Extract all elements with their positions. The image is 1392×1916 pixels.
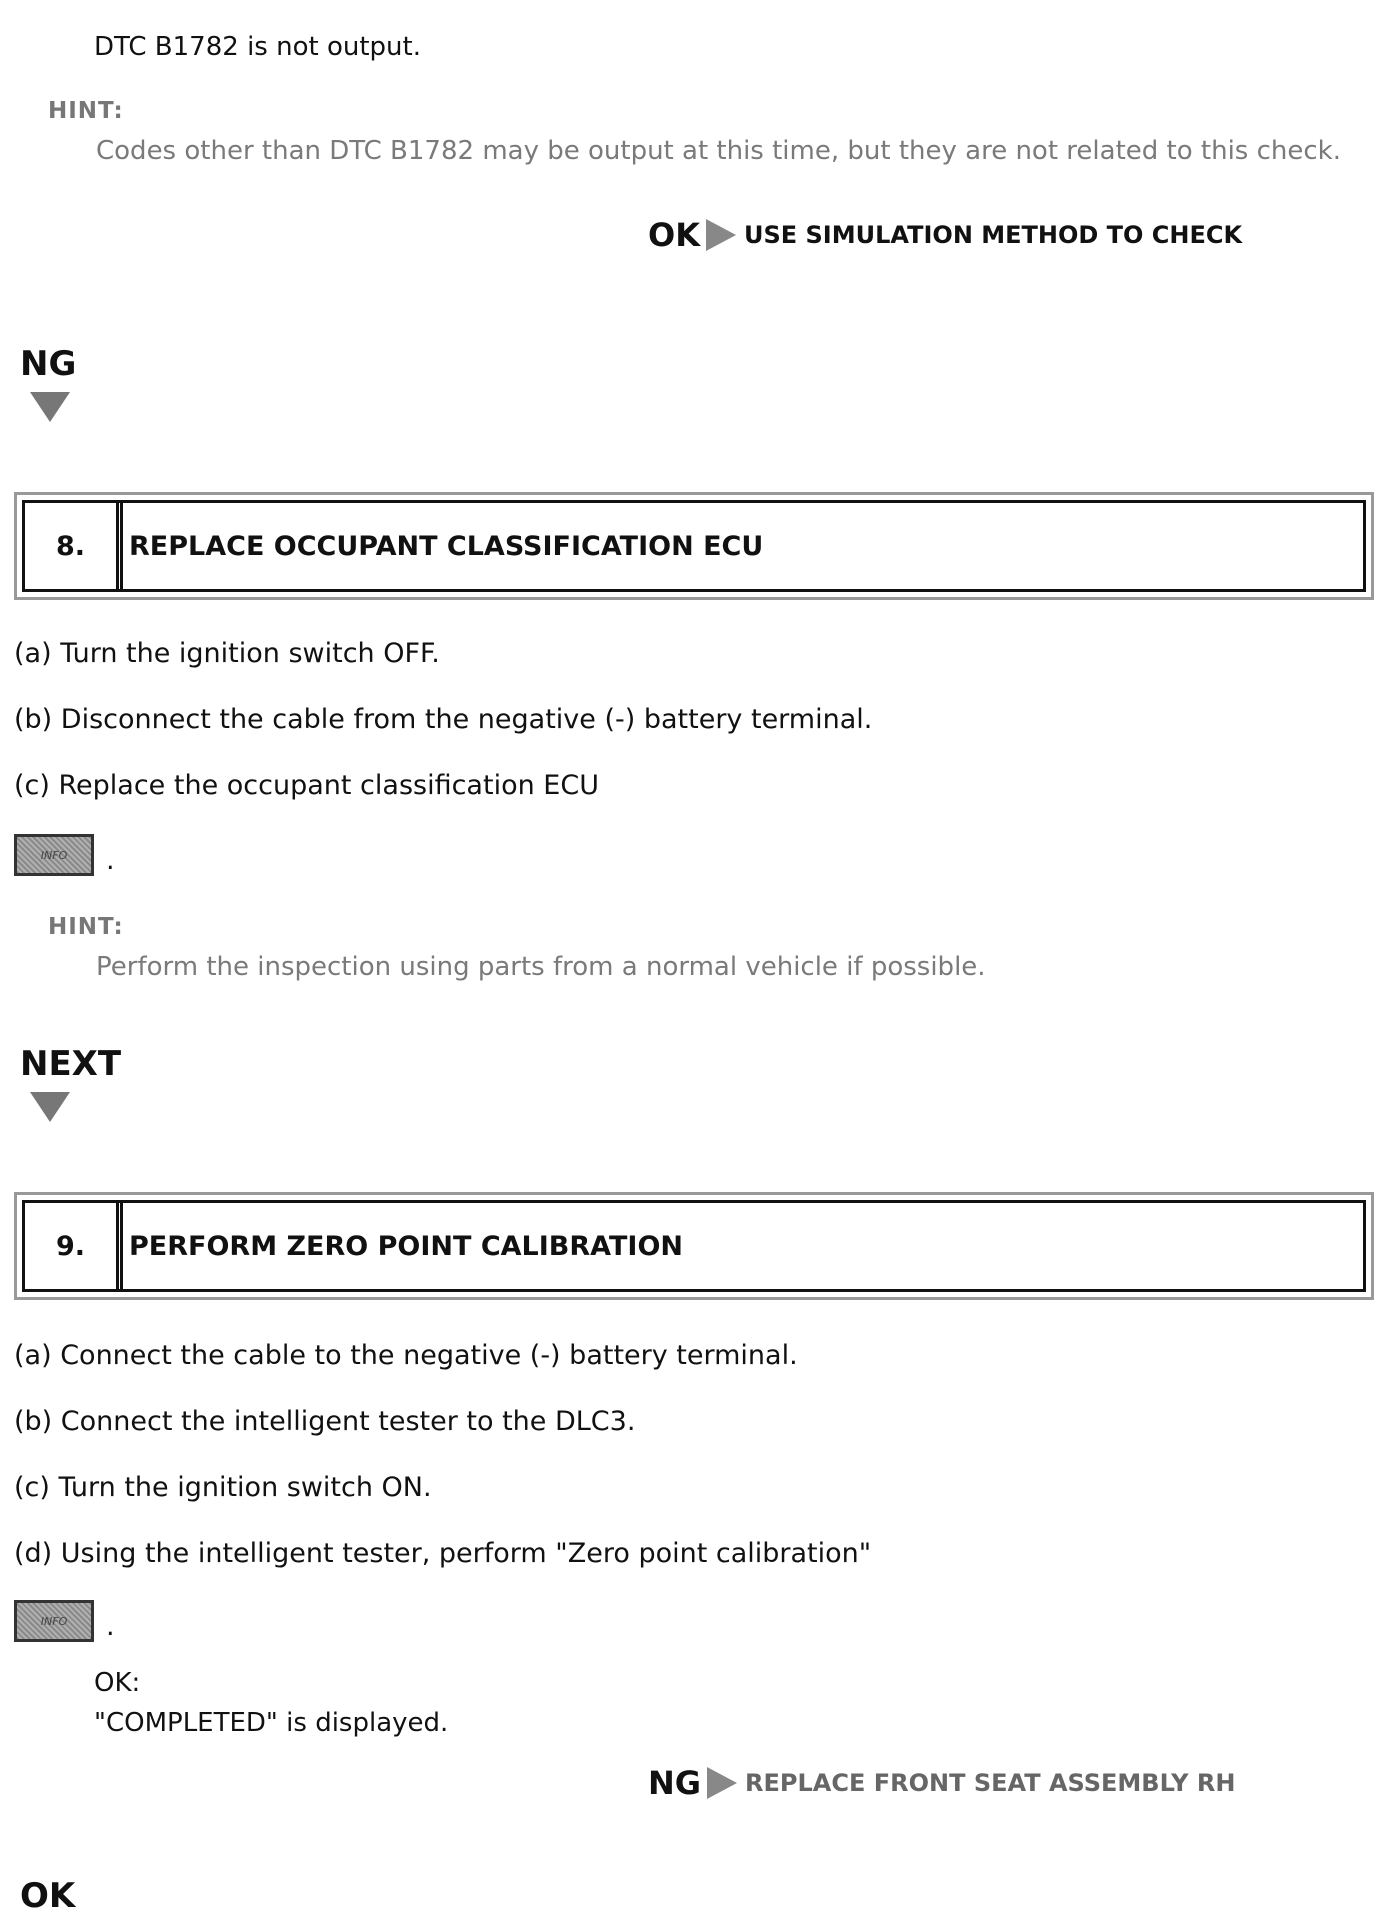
ok-branch[interactable] (648, 216, 1242, 254)
ok-label: OK (20, 1876, 76, 1916)
instruction-item: (c) Turn the ignition switch ON. (14, 1472, 432, 1503)
info-row: INFO . (14, 834, 115, 876)
ng-label: NG (20, 344, 77, 384)
ng-action[interactable]: REPLACE FRONT SEAT ASSEMBLY RH (745, 1769, 1236, 1797)
info-button[interactable]: INFO (14, 1600, 94, 1642)
arrow-down-icon (30, 392, 70, 422)
step-title: REPLACE OCCUPANT CLASSIFICATION ECU (129, 530, 764, 562)
ok-criteria-label: OK: (94, 1668, 141, 1698)
arrow-down-icon (30, 1092, 70, 1122)
instruction-item: (b) Disconnect the cable from the negative (-) battery terminal. (14, 704, 873, 735)
instruction-item: (a) Turn the ignition switch OFF. (14, 638, 440, 669)
instruction-item: (b) Connect the intelligent tester to the DLC3. (14, 1406, 636, 1437)
instruction-item: (c) Replace the occupant classification ECU (14, 770, 599, 801)
info-row: INFO . (14, 1600, 115, 1642)
hint-text: Perform the inspection using parts from a normal vehicle if possible. (96, 952, 986, 982)
ok-label: OK (648, 216, 700, 254)
step-8-header (14, 492, 1374, 600)
ng-branch[interactable] (648, 1764, 1235, 1802)
step-9-header (14, 1192, 1374, 1300)
step-number: 8. (25, 503, 119, 589)
ok-criteria-text: "COMPLETED" is displayed. (94, 1708, 449, 1738)
instruction-item: (a) Connect the cable to the negative (-) battery terminal. (14, 1340, 798, 1371)
step-title: PERFORM ZERO POINT CALIBRATION (129, 1230, 683, 1262)
arrow-right-icon (707, 1767, 737, 1799)
ok-action[interactable]: USE SIMULATION METHOD TO CHECK (744, 221, 1243, 249)
ng-label: NG (648, 1764, 702, 1802)
next-label: NEXT (20, 1044, 122, 1084)
hint-label: HINT: (48, 98, 124, 124)
hint-label: HINT: (48, 914, 124, 940)
arrow-right-icon (706, 219, 736, 251)
instruction-item: (d) Using the intelligent tester, perform "Zero point calibration" (14, 1538, 872, 1569)
info-button[interactable]: INFO (14, 834, 94, 876)
step-number: 9. (25, 1203, 119, 1289)
hint-text: Codes other than DTC B1782 may be output at this time, but they are not related to this check. (96, 136, 1341, 166)
result-text: DTC B1782 is not output. (94, 32, 421, 62)
